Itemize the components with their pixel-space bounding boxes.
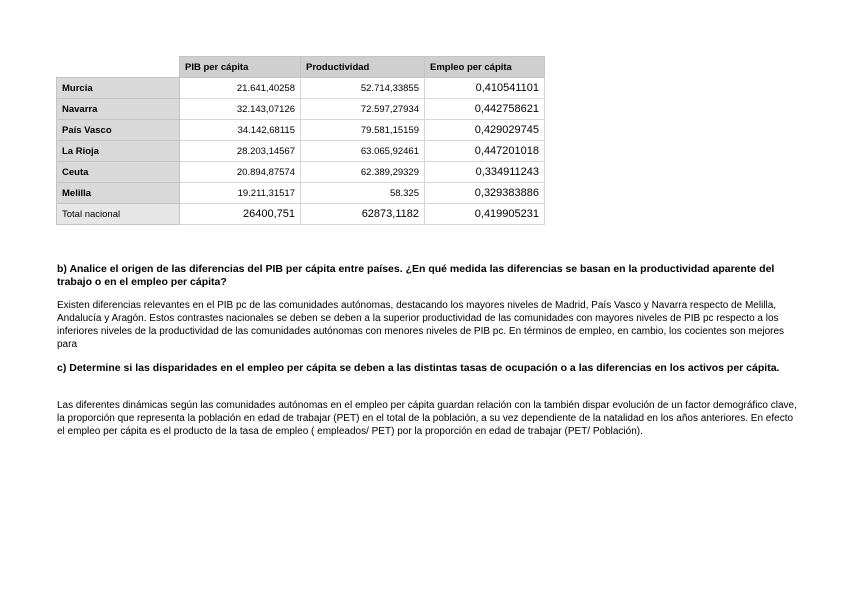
row-label: Murcia	[57, 78, 180, 99]
cell-empleo: 0,334911243	[425, 162, 545, 183]
cell-empleo: 0,419905231	[425, 204, 545, 225]
row-label: Total nacional	[57, 204, 180, 225]
cell-empleo: 0,447201018	[425, 141, 545, 162]
table-row	[57, 183, 545, 204]
corner-cell	[57, 57, 180, 78]
cell-empleo: 0,429029745	[425, 120, 545, 141]
answer-c: Las diferentes dinámicas según las comunidades autónomas en el empleo per cápita guardan relación con la también dispar evolución de un factor demográfico clave, la proporción que representa la población en edad de trabajar (PET) en el total de la población, a su vez dependiente de la natalidad en los años anteriores. En efecto el empleo per cápita es el producto de la tasa de empleo ( empleados/ PET) por la proporción en edad de trabajar (PET/ Población).	[57, 400, 797, 437]
row-label: Melilla	[57, 183, 180, 204]
answer-b: Existen diferencias relevantes en el PIB pc de las comunidades autónomas, destacando los mayores niveles de Madrid, País Vasco y Navarra respecto de Melilla, Andalucía y Aragón. Estos contrastes nacionales se deben se deben a la superior productividad de las comunidades con mayores niveles de PIB pc respecto a los inferiores niveles de la productividad de las comunidades autónomas con menores niveles de PIB pc. En términos de empleo, en cambio, los cocientes son mejores para	[57, 300, 785, 350]
cell-productividad: 79.581,15159	[301, 120, 425, 141]
regional-data-table	[56, 56, 545, 225]
table-row	[57, 99, 545, 120]
table-row-total	[57, 204, 545, 225]
cell-productividad: 63.065,92461	[301, 141, 425, 162]
header-productividad: Productividad	[301, 57, 425, 78]
cell-productividad: 72.597,27934	[301, 99, 425, 120]
cell-empleo: 0,442758621	[425, 99, 545, 120]
table-header-row	[57, 57, 545, 78]
header-empleo: Empleo per cápita	[425, 57, 545, 78]
cell-empleo: 0,329383886	[425, 183, 545, 204]
cell-pib: 34.142,68115	[180, 120, 301, 141]
cell-pib: 21.641,40258	[180, 78, 301, 99]
cell-pib: 19.211,31517	[180, 183, 301, 204]
cell-empleo: 0,410541101	[425, 78, 545, 99]
table-row	[57, 141, 545, 162]
row-label: País Vasco	[57, 120, 180, 141]
cell-productividad: 62873,1182	[301, 204, 425, 225]
row-label: La Rioja	[57, 141, 180, 162]
row-label: Ceuta	[57, 162, 180, 183]
cell-productividad: 52.714,33855	[301, 78, 425, 99]
table-row	[57, 162, 545, 183]
question-c: c) Determine si las disparidades en el empleo per cápita se deben a las distintas tasas de ocupación o a las diferencias en los activos per cápita.	[57, 362, 780, 374]
table-row	[57, 78, 545, 99]
header-pib: PIB per cápita	[180, 57, 301, 78]
cell-pib: 20.894,87574	[180, 162, 301, 183]
question-b: b) Analice el origen de las diferencias del PIB per cápita entre países. ¿En qué medida las diferencias se basan en la productividad aparente del trabajo o en el empleo per cápita?	[57, 263, 775, 288]
table-row	[57, 120, 545, 141]
cell-pib: 28.203,14567	[180, 141, 301, 162]
cell-productividad: 58.325	[301, 183, 425, 204]
cell-productividad: 62.389,29329	[301, 162, 425, 183]
cell-pib: 32.143,07126	[180, 99, 301, 120]
cell-pib: 26400,751	[180, 204, 301, 225]
row-label: Navarra	[57, 99, 180, 120]
